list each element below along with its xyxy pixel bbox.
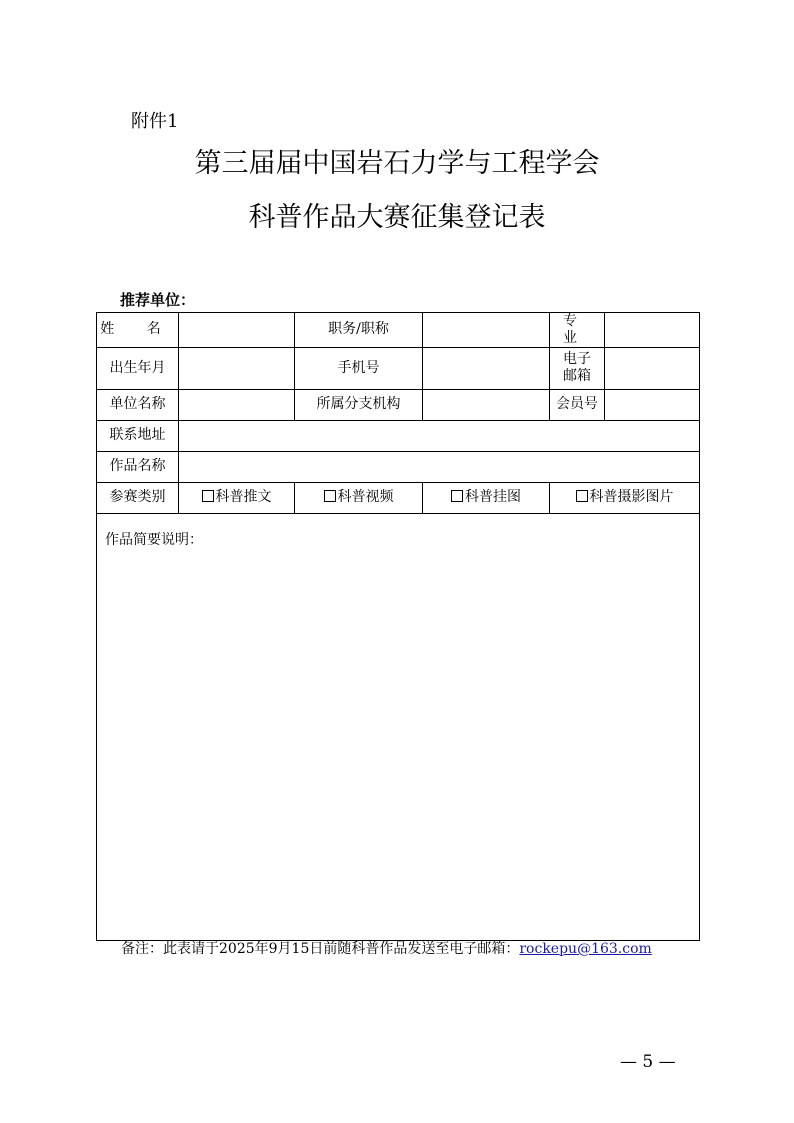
footer-note <box>121 938 652 958</box>
position-title-field[interactable] <box>423 313 550 348</box>
email-label-line2: 邮箱 <box>563 368 591 385</box>
branch-field[interactable] <box>423 389 550 420</box>
position-title-label: 职务/职称 <box>295 313 423 348</box>
name-field[interactable] <box>179 313 295 348</box>
phone-label: 手机号 <box>295 347 423 389</box>
address-field[interactable] <box>179 420 700 451</box>
unit-name-label: 单位名称 <box>97 389 179 420</box>
birth-label: 出生年月 <box>97 347 179 389</box>
work-name-field[interactable] <box>179 451 700 482</box>
work-name-label: 作品名称 <box>97 451 179 482</box>
registration-form-table <box>96 312 700 941</box>
unit-name-field[interactable] <box>179 389 295 420</box>
page-title-line2: 科普作品大赛征集登记表 <box>248 202 546 233</box>
major-field[interactable] <box>605 313 700 348</box>
major-label: 专 业 <box>550 313 605 348</box>
page-title-line1: 第三届届中国岩石力学与工程学会 <box>194 148 600 179</box>
option-popsci-article[interactable]: 科普推文 <box>179 482 295 513</box>
address-label: 联系地址 <box>97 420 179 451</box>
checkbox-icon[interactable] <box>324 490 336 502</box>
description-field[interactable] <box>97 513 700 940</box>
page-number: — 5 — <box>620 1052 676 1072</box>
footer-note-text: 备注：此表请于2025年9月15日前随科普作品发送至电子邮箱： <box>121 941 520 957</box>
checkbox-icon[interactable] <box>202 490 214 502</box>
option-popsci-photo[interactable]: 科普摄影图片 <box>550 482 700 513</box>
email-link[interactable]: rockepu@163.com <box>519 941 652 957</box>
member-no-field[interactable] <box>605 389 700 420</box>
category-label: 参赛类别 <box>97 482 179 513</box>
option-popsci-poster[interactable]: 科普挂图 <box>423 482 550 513</box>
member-no-label: 会员号 <box>550 389 605 420</box>
email-label <box>550 347 605 389</box>
email-field[interactable] <box>605 347 700 389</box>
phone-field[interactable] <box>423 347 550 389</box>
checkbox-icon[interactable] <box>451 490 463 502</box>
checkbox-icon[interactable] <box>576 490 588 502</box>
option-popsci-video[interactable]: 科普视频 <box>295 482 423 513</box>
branch-label: 所属分支机构 <box>295 389 423 420</box>
email-label-line1: 电子 <box>563 351 591 368</box>
name-label: 姓 名 <box>97 313 179 348</box>
description-label: 作品简要说明： <box>105 531 203 548</box>
attachment-label: 附件1 <box>131 111 179 132</box>
birth-field[interactable] <box>179 347 295 389</box>
recommend-unit-label: 推荐单位： <box>120 291 196 309</box>
